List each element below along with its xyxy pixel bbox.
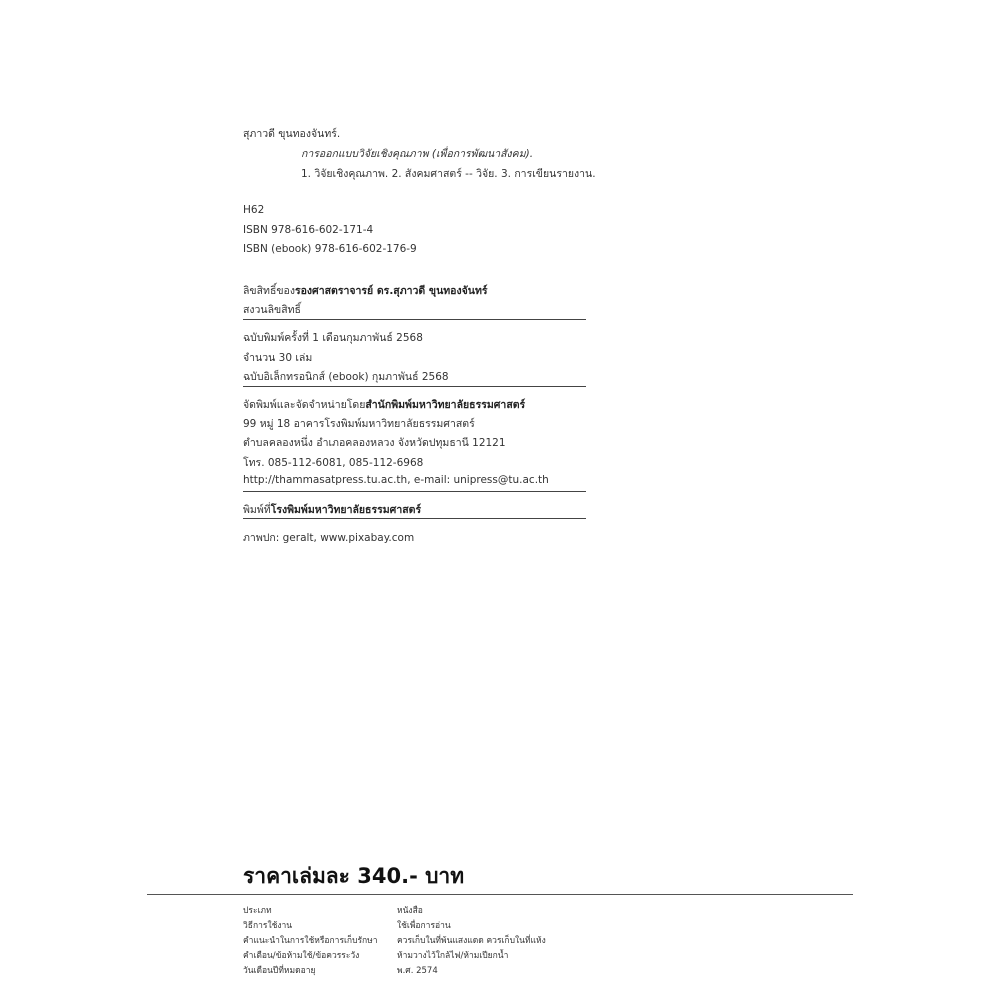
copyright-line [243,282,488,299]
divider [243,518,586,519]
divider [243,319,586,320]
publisher-prefix: จัดพิมพ์และจัดจำหน่ายโดย [243,399,366,411]
printer-line [243,501,421,518]
isbn-ebook: ISBN (ebook) 978-616-602-176-9 [243,243,417,255]
publisher-address-2: ตำบลคลองหนึ่ง อำเภอคลองหลวง จังหวัดปทุมธานี 12121 [243,437,506,449]
call-number: H62 [243,204,265,216]
cover-credit: ภาพปก: geralt, www.pixabay.com [243,532,415,544]
info-value: ควรเก็บในที่พ้นแสงแดด ควรเก็บในที่แห้ง [397,936,546,946]
info-value: ใช้เพื่อการอ่าน [397,921,451,931]
copyright-prefix: ลิขสิทธิ์ของ [243,285,295,297]
printer-name: โรงพิมพ์มหาวิทยาลัยธรรมศาสตร์ [270,504,422,516]
price: ราคาเล่มละ 340.- บาท [243,864,465,888]
publisher-web: http://thammasatpress.tu.ac.th, e-mail: unipress@tu.ac.th [243,474,549,486]
catalog-title: การออกแบบวิจัยเชิงคุณภาพ (เพื่อการพัฒนาสังคม). [301,148,534,160]
ebook-edition: ฉบับอิเล็กทรอนิกส์ (ebook) กุมภาพันธ์ 2568 [243,371,449,383]
rights-reserved: สงวนลิขสิทธิ์ [243,304,301,316]
catalog-subjects: 1. วิจัยเชิงคุณภาพ. 2. สังคมศาสตร์ -- วิจัย. 3. การเขียนรายงาน. [301,168,596,180]
printer-prefix: พิมพ์ที่ [243,504,271,516]
publisher-name: สำนักพิมพ์มหาวิทยาลัยธรรมศาสตร์ [365,399,526,411]
info-label: คำเตือน/ข้อห้ามใช้/ข้อควรระวัง [243,951,360,961]
info-value: ห้ามวางไว้ใกล้ไฟ/ห้ามเปียกน้ำ [397,951,509,961]
divider [243,491,586,492]
catalog-author: สุภาวดี ขุนทองจันทร์. [243,128,341,140]
publisher-phone: โทร. 085-112-6081, 085-112-6968 [243,457,424,469]
isbn: ISBN 978-616-602-171-4 [243,224,374,236]
first-print: ฉบับพิมพ์ครั้งที่ 1 เดือนกุมภาพันธ์ 2568 [243,332,423,344]
publisher-address-1: 99 หมู่ 18 อาคารโรงพิมพ์มหาวิทยาลัยธรรมศาสตร์ [243,418,475,430]
publisher-line [243,396,525,413]
copies: จำนวน 30 เล่ม [243,352,313,364]
info-label: วันเดือนปีที่หมดอายุ [243,966,316,976]
price-divider [147,894,853,895]
divider [243,386,586,387]
info-label: คำแนะนำในการใช้หรือการเก็บรักษา [243,936,378,946]
info-value: หนังสือ [397,906,423,916]
info-value: พ.ศ. 2574 [397,966,438,976]
info-label: วิธีการใช้งาน [243,921,293,931]
copyright-owner: รองศาสตราจารย์ ดร.สุภาวดี ขุนทองจันทร์ [294,285,488,297]
info-label: ประเภท [243,906,272,916]
